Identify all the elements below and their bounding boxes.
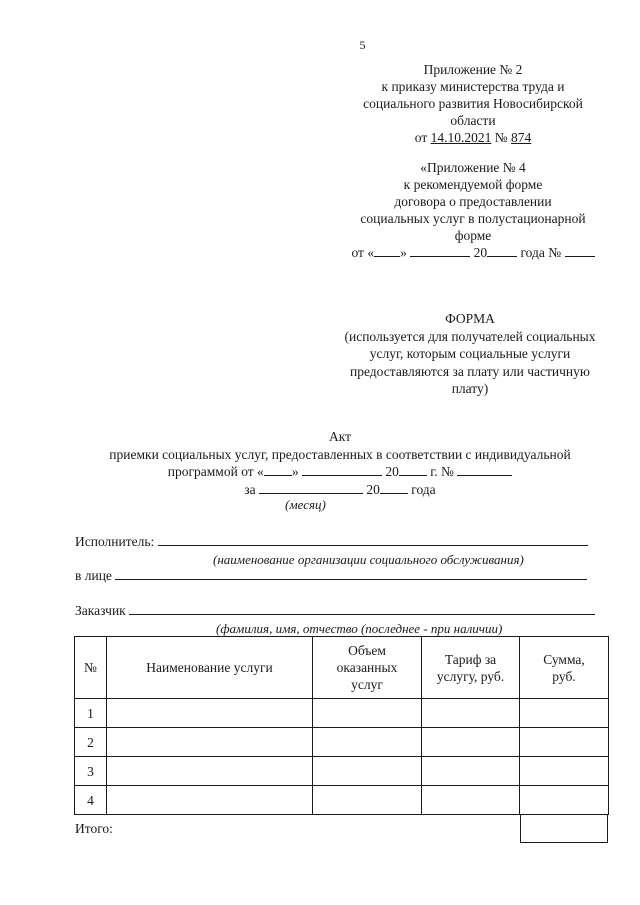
services-table <box>74 636 609 815</box>
act-program-line <box>70 463 610 481</box>
customer-blank[interactable] <box>129 603 595 615</box>
person-label: в лице <box>75 568 112 583</box>
volume-cell[interactable] <box>313 786 422 815</box>
customer-hint: (фамилия, имя, отчество (последнее - при наличии) <box>216 621 503 636</box>
appendix-form-line: социальных услуг в полустационарной <box>360 211 586 226</box>
service-cell[interactable] <box>107 757 313 786</box>
form-note-line: услуг, которым социальные услуги <box>369 346 571 361</box>
volume-cell[interactable] <box>313 699 422 728</box>
period-year-blank[interactable] <box>380 482 408 494</box>
appendix-form-date-line <box>335 244 611 261</box>
table-row <box>75 728 609 757</box>
appendix-form-line: форме <box>454 228 492 243</box>
appendix-main-date-line <box>335 129 611 146</box>
month-hint: (месяц) <box>285 497 326 512</box>
row-number: 4 <box>75 786 107 815</box>
form-note-line: плату) <box>451 381 489 396</box>
year-number-label: года № <box>520 245 562 260</box>
customer-label: Заказчик <box>75 603 126 618</box>
executor-row <box>75 534 609 550</box>
form-note-line: предоставляются за плату или частичную <box>350 363 590 379</box>
act-block <box>70 428 610 498</box>
program-date-label: программой от « <box>167 464 264 479</box>
day-blank[interactable] <box>374 245 400 257</box>
program-year-blank[interactable] <box>399 464 427 476</box>
volume-cell[interactable] <box>313 757 422 786</box>
order-number: 874 <box>511 130 532 145</box>
contract-number-blank[interactable] <box>565 245 595 257</box>
number-prefix: № <box>491 130 511 145</box>
service-cell[interactable] <box>107 699 313 728</box>
quote-close: » <box>400 245 407 260</box>
sum-cell[interactable] <box>520 699 609 728</box>
program-number-label: г. № <box>430 464 454 479</box>
person-blank[interactable] <box>115 568 587 580</box>
month-blank[interactable] <box>410 245 470 257</box>
header-sum <box>520 637 609 699</box>
executor-blank[interactable] <box>158 534 588 546</box>
header-sum-text: Сумма, руб. <box>543 651 585 684</box>
header-volume <box>313 637 422 699</box>
customer-row <box>75 603 609 619</box>
period-label: за <box>244 481 256 497</box>
tariff-cell[interactable] <box>422 757 520 786</box>
page-number: 5 <box>359 38 366 52</box>
table-header-row <box>75 637 609 699</box>
row-number: 2 <box>75 728 107 757</box>
sum-cell[interactable] <box>520 728 609 757</box>
program-month-blank[interactable] <box>302 464 382 476</box>
service-cell[interactable] <box>107 786 313 815</box>
sum-cell[interactable] <box>520 786 609 815</box>
table-row <box>75 786 609 815</box>
header-volume-text: Объем оказанных услуг <box>336 643 398 692</box>
tariff-cell[interactable] <box>422 728 520 757</box>
period-year-prefix: 20 <box>366 481 380 497</box>
appendix-main-line: области <box>450 113 496 128</box>
program-day-blank[interactable] <box>264 464 292 476</box>
header-tariff-text: Тариф за услугу, руб. <box>436 651 505 684</box>
tariff-cell[interactable] <box>422 699 520 728</box>
header-num: № <box>75 637 107 699</box>
service-cell[interactable] <box>107 728 313 757</box>
period-month-blank[interactable] <box>259 482 363 494</box>
appendix-main-header <box>335 61 611 146</box>
date-from-label: от « <box>351 245 375 260</box>
appendix-main-line: социального развития Новосибирской <box>363 96 583 111</box>
year-prefix: 20 <box>473 245 488 260</box>
program-number-blank[interactable] <box>457 464 512 476</box>
act-line: приемки социальных услуг, предоставленных в соответствии с индивидуальной <box>109 446 571 462</box>
act-period-line <box>70 481 610 499</box>
date-prefix: от <box>414 130 431 145</box>
form-note-line: (используется для получателей социальных <box>344 328 596 344</box>
header-tariff <box>422 637 520 699</box>
table-row <box>75 699 609 728</box>
executor-person-row <box>75 568 609 584</box>
sum-cell[interactable] <box>520 757 609 786</box>
appendix-form-header <box>335 159 611 261</box>
table-row <box>75 757 609 786</box>
appendix-form-line: к рекомендуемой форме <box>403 177 543 192</box>
total-sum-cell[interactable] <box>520 815 608 843</box>
executor-label: Исполнитель: <box>75 534 155 549</box>
quote-close: » <box>291 464 299 479</box>
appendix-main-line: к приказу министерства труда и <box>381 79 565 94</box>
period-year-label: года <box>411 481 436 497</box>
header-service: Наименование услуги <box>107 637 313 699</box>
order-date: 14.10.2021 <box>430 130 492 145</box>
year-blank[interactable] <box>487 245 517 257</box>
row-number: 3 <box>75 757 107 786</box>
executor-hint: (наименование организации социального обслуживания) <box>213 552 524 567</box>
program-year-prefix: 20 <box>385 464 399 479</box>
total-label: Итого: <box>75 821 113 836</box>
appendix-main-line: Приложение № 2 <box>423 62 523 77</box>
act-title: Акт <box>328 429 352 444</box>
appendix-form-line: «Приложение № 4 <box>420 160 526 175</box>
form-title: ФОРМА <box>445 311 495 326</box>
form-block <box>320 310 620 398</box>
appendix-form-line: договора о предоставлении <box>394 194 552 209</box>
row-number: 1 <box>75 699 107 728</box>
volume-cell[interactable] <box>313 728 422 757</box>
tariff-cell[interactable] <box>422 786 520 815</box>
